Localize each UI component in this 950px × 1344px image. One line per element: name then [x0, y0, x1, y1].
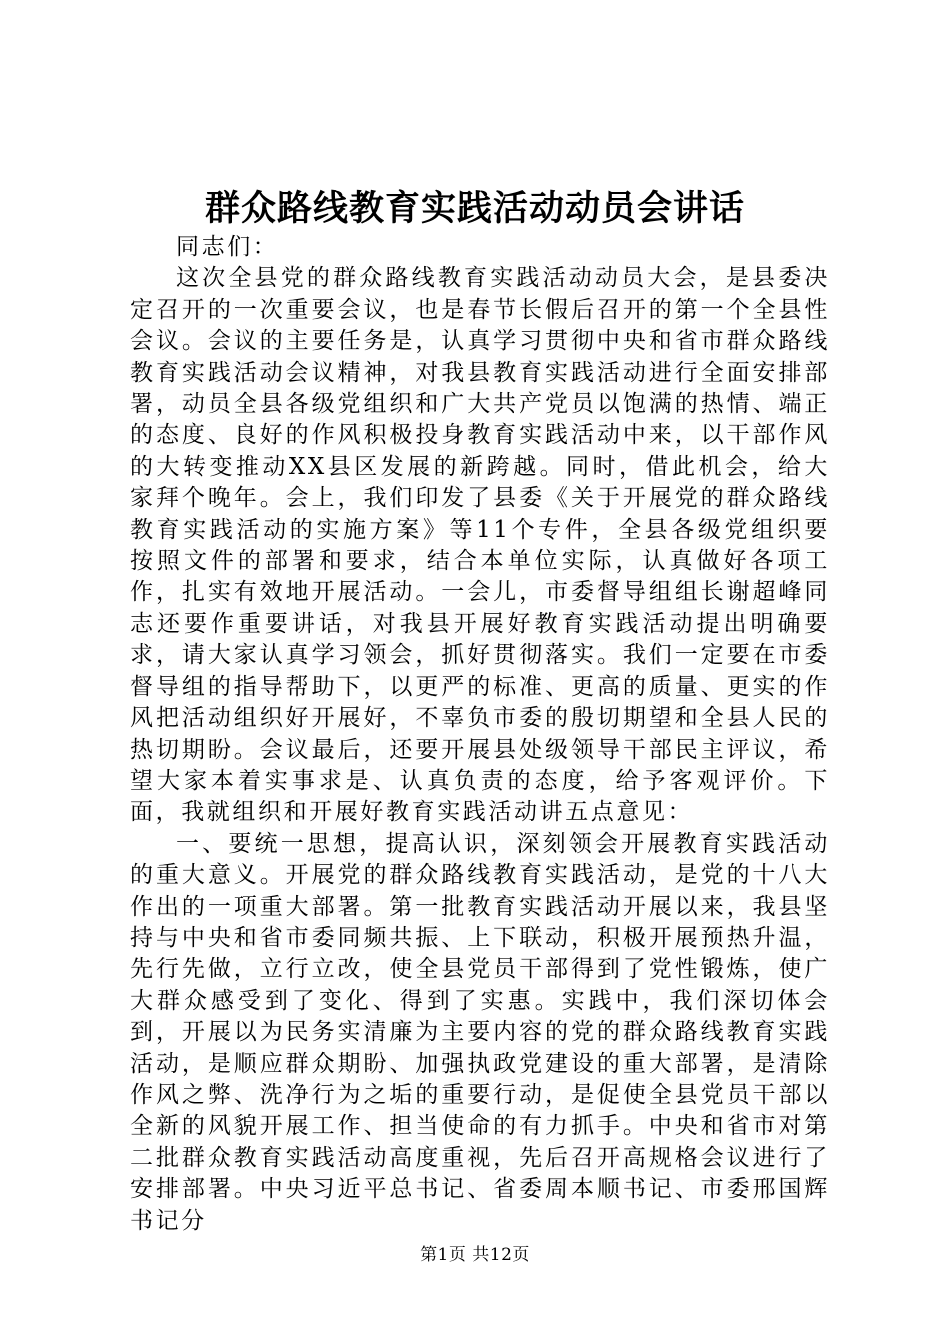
- paragraph-intro: 这次全县党的群众路线教育实践活动动员大会，是县委决定召开的一次重要会议，也是春节长假后召开的第一个全县性会议。会议的主要任务是，认真学习贯彻中央和省市群众路线教育实践活动会议精神，对我县教育实践活动进行全面安排部署，动员全县各级党组织和广大共产党员以饱满的热情、端正的态度、良好的作风积极投身教育实践活动中来，以干部作风的大转变推动XX县区发展的新跨越。同时，借此机会，给大家拜个晚年。会上，我们印发了县委《关于开展党的群众路线教育实践活动的实施方案》等11个专件，全县各级党组织要按照文件的部署和要求，结合本单位实际，认真做好各项工作，扎实有效地开展活动。一会儿，市委督导组组长谢超峰同志还要作重要讲话，对我县开展好教育实践活动提出明确要求，请大家认真学习领会，抓好贯彻落实。我们一定要在市委督导组的指导帮助下，以更严的标准、更高的质量、更实的作风把活动组织好开展好，不辜负市委的殷切期望和全县人民的热切期盼。会议最后，还要开展县处级领导干部民主评议，希望大家本着实事求是、认真负责的态度，给予客观评价。下面，我就组织和开展好教育实践活动讲五点意见：: [130, 265, 830, 826]
- paragraph-section-one: 一、要统一思想，提高认识，深刻领会开展教育实践活动的重大意义。开展党的群众路线教育实践活动，是党的十八大作出的一项重大部署。第一批教育实践活动开展以来，我县坚持与中央和省市委同频共振、上下联动，积极开展预热升温，先行先做，立行立改，使全县党员干部得到了党性锻炼，使广大群众感受到了变化、得到了实惠。实践中，我们深切体会到，开展以为民务实清廉为主要内容的党的群众路线教育实践活动，是顺应群众期盼、加强执政党建设的重大部署，是清除作风之弊、洗净行为之垢的重要行动，是促使全县党员干部以全新的风貌开展工作、担当使命的有力抓手。中央和省市对第二批群众教育实践活动高度重视，先后召开高规格会议进行了安排部署。中央习近平总书记、省委周本顺书记、市委邢国辉书记分: [130, 830, 830, 1234]
- document-body: [130, 232, 830, 1237]
- document-title: 群众路线教育实践活动动员会讲话: [204, 188, 745, 229]
- page-indicator: 第1页 共12页: [420, 1245, 530, 1265]
- salutation: 同志们：: [176, 234, 279, 260]
